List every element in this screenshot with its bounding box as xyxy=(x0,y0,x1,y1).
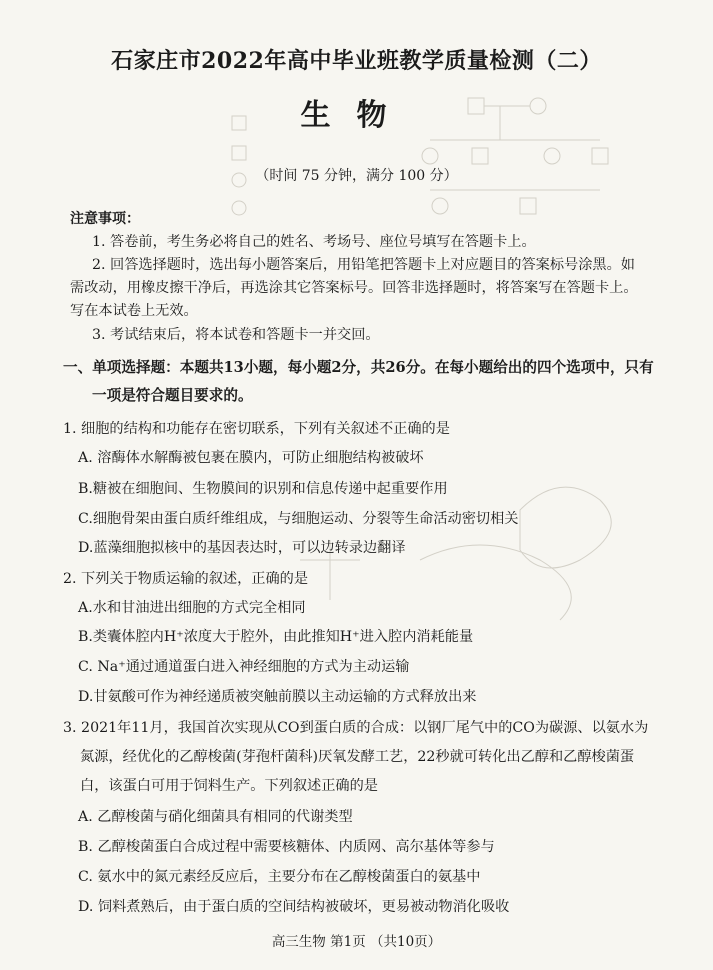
note-item-2-line-2: 需改动，用橡皮擦干净后，再选涂其它答案标号。回答非选择题时，将答案写在答题卡上。 xyxy=(70,280,638,296)
option-a: A.水和甘油进出细胞的方式完全相同 xyxy=(78,600,306,616)
option-b: B.糖被在细胞间、生物膜间的识别和信息传递中起重要作用 xyxy=(78,481,448,497)
option-d: D. 饲料煮熟后，由于蛋白质的空间结构被破坏，更易被动物消化吸收 xyxy=(78,899,510,915)
question-stem: 1. 细胞的结构和功能存在密切联系，下列有关叙述不正确的是 xyxy=(63,421,450,437)
time-note: （时间 75 分钟，满分 100 分） xyxy=(255,168,458,184)
notes-heading: 注意事项： xyxy=(70,211,140,227)
option-b: B. 乙醇梭菌蛋白合成过程中需要核糖体、内质网、高尔基体等参与 xyxy=(78,839,495,855)
note-item-2-line-1: 2. 回答选择题时，选出每小题答案后，用铅笔把答题卡上对应题目的答案标号涂黑。如 xyxy=(92,257,635,273)
option-d: D.甘氨酸可作为神经递质被突触前膜以主动运输的方式释放出来 xyxy=(78,689,477,705)
subject-title: 生物 xyxy=(300,98,413,133)
question-stem-line-3: 白，该蛋白可用于饲料生产。下列叙述正确的是 xyxy=(80,778,378,794)
note-item-1: 1. 答卷前，考生务必将自己的姓名、考场号、座位号填写在答题卡上。 xyxy=(92,234,536,250)
page-footer: 高三生物 第1页 （共10页） xyxy=(271,934,442,950)
question-stem-line-2: 氮源，经优化的乙醇梭菌(芽孢杆菌科)厌氧发酵工艺，22秒就可转化出乙醇和乙醇梭菌蛋 xyxy=(80,749,635,765)
option-a: A. 乙醇梭菌与硝化细菌具有相同的代谢类型 xyxy=(78,809,353,825)
section-heading-line-2: 一项是符合题目要求的。 xyxy=(92,387,253,404)
option-c: C. 氨水中的氮元素经反应后，主要分布在乙醇梭菌蛋白的氨基中 xyxy=(78,869,481,885)
section-heading-line-1: 一、单项选择题：本题共13小题，每小题2分，共26分。在每小题给出的四个选项中，只有 xyxy=(63,359,654,376)
question-stem-line-1: 3. 2021年11月，我国首次实现从CO到蛋白质的合成：以钢厂尾气中的CO为碳源、以氨水为 xyxy=(63,720,649,736)
option-c: C.细胞骨架由蛋白质纤维组成，与细胞运动、分裂等生命活动密切相关 xyxy=(78,511,519,527)
option-b: B.类囊体腔内H⁺浓度大于腔外，由此推知H⁺进入腔内消耗能量 xyxy=(78,629,474,645)
option-a: A. 溶酶体水解酶被包裹在膜内，可防止细胞结构被破坏 xyxy=(78,450,424,466)
note-item-3: 3. 考试结束后，将本试卷和答题卡一并交回。 xyxy=(92,327,380,343)
option-d: D.蓝藻细胞拟核中的基因表达时，可以边转录边翻译 xyxy=(78,540,406,556)
question-stem: 2. 下列关于物质运输的叙述，正确的是 xyxy=(63,571,309,587)
note-item-2-line-3: 写在本试卷上无效。 xyxy=(70,303,198,319)
exam-title: 石家庄市2022年高中毕业班教学质量检测（二） xyxy=(111,48,602,74)
option-c: C. Na⁺通过通道蛋白进入神经细胞的方式为主动运输 xyxy=(78,659,410,675)
